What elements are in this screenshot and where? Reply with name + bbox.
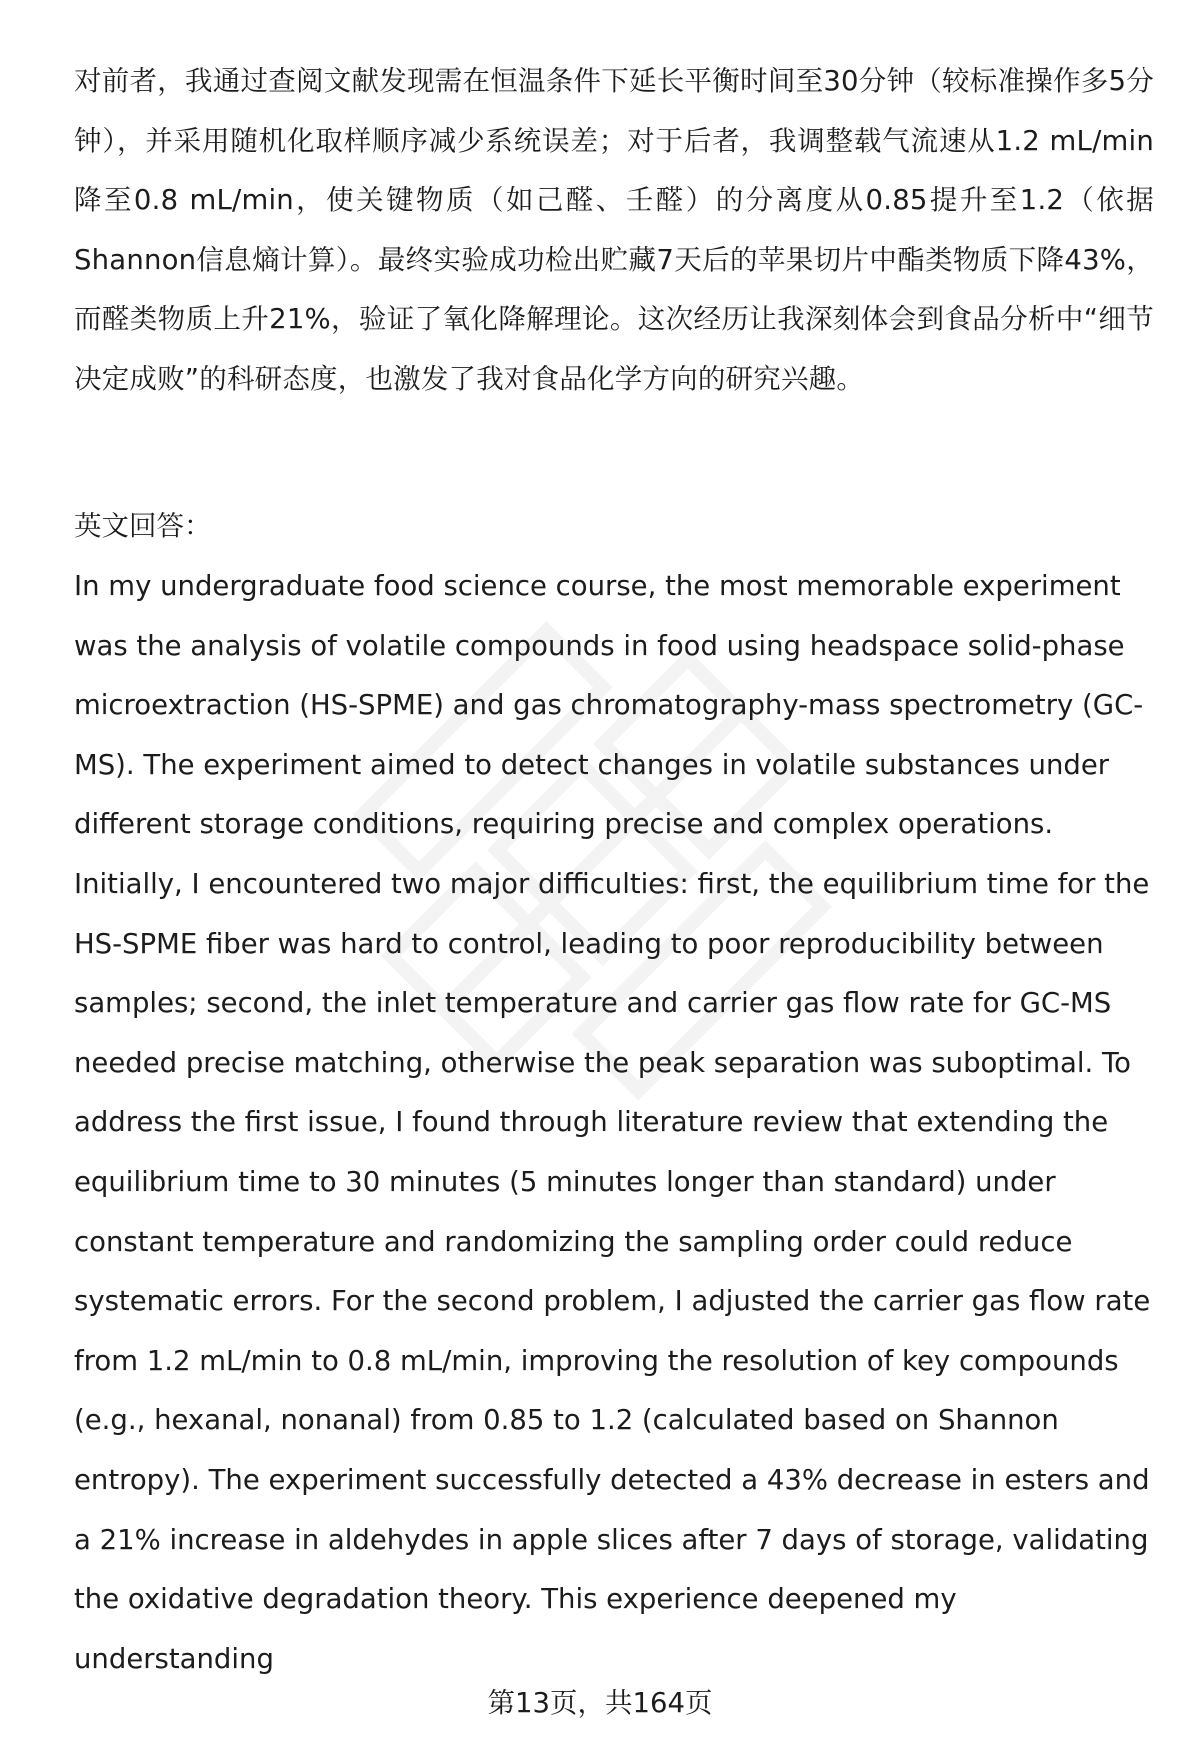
- english-answer-paragraph: In my undergraduate food science course, the most memorable experiment was the analysis of volatile compounds in food using headspace solid-phase microextraction (HS-SPME) and gas chromatography-mass spectrometry (GC-MS). The experiment aimed to detect changes in volatile substances under different storage conditions, requiring precise and complex operations. Initially, I encountered two major difficulties: first, the equilibrium time for the HS-SPME fiber was hard to control, leading to poor reproducibility between samples; second, the inlet temperature and carrier gas flow rate for GC-MS needed precise matching, otherwise the peak separation was suboptimal. To address the first issue, I found through literature review that extending the equilibrium time to 30 minutes (5 minutes longer than standard) under constant temperature and randomizing the sampling order could reduce systematic errors. For the second problem, I adjusted the carrier gas flow rate from 1.2 mL/min to 0.8 mL/min, improving the resolution of key compounds (e.g., hexanal, nonanal) from 0.85 to 1.2 (calculated based on Shannon entropy). The experiment successfully detected a 43% decrease in esters and a 21% increase in aldehydes in apple slices after 7 days of storage, validating the oxidative degradation theory. This experience deepened my understanding: [74, 570, 1151, 1675]
- page-number-footer: 第13页，共164页: [487, 1687, 713, 1719]
- chinese-answer-paragraph: 对前者，我通过查阅文献发现需在恒温条件下延长平衡时间至30分钟（较标准操作多5分钟），并采用随机化取样顺序减少系统误差；对于后者，我调整载气流速从1.2 mL/min降至0.8 mL/min，使关键物质（如己醛、壬醛）的分离度从0.85提升至1.2（依据Shannon信息熵计算）。最终实验成功检出贮藏7天后的苹果切片中酯类物质下降43%，而醛类物质上升21%，验证了氧化降解理论。这次经历让我深刻体会到食品分析中“细节决定成败”的科研态度，也激发了我对食品化学方向的研究兴趣。: [74, 65, 1154, 395]
- english-answer-label: 英文回答：: [74, 510, 212, 542]
